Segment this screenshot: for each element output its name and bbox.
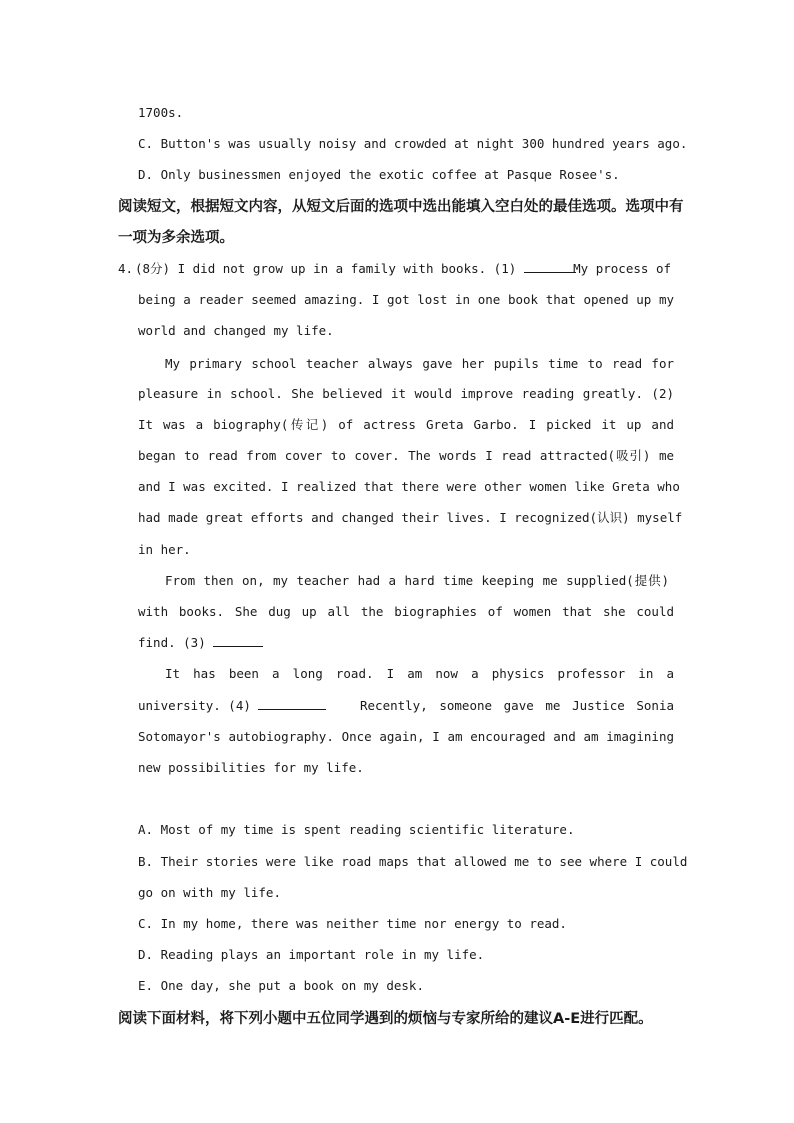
q4-para4-line-2 bbox=[138, 696, 674, 716]
q4-para3-line-2: with books. She dug up all the biographies of women that she could bbox=[138, 604, 674, 619]
q4-line-1-tail: My process of bbox=[573, 261, 671, 276]
q4-para2-line-4: began to read from cover to cover. The words I read attracted(吸引) me bbox=[138, 448, 674, 463]
q4-para2-line-7: in her. bbox=[138, 542, 191, 557]
option-b-line-2: go on with my life. bbox=[138, 885, 281, 900]
q4-para2-line-1: My primary school teacher always gave her pupils time to read for bbox=[165, 356, 674, 371]
q4-para3-line-3-text: find. (3) bbox=[138, 635, 206, 650]
q4-para3-line-1: From then on, my teacher had a hard time keeping me supplied(提供) bbox=[165, 573, 669, 588]
option-c: C. In my home, there was neither time nor energy to read. bbox=[138, 916, 567, 931]
q4-para4-line-4: new possibilities for my life. bbox=[138, 760, 364, 775]
prev-option-c: C. Button's was usually noisy and crowded at night 300 hundred years ago. bbox=[138, 136, 688, 151]
q4-para4-line-2-tail: Recently, someone gave me Justice Sonia bbox=[360, 698, 674, 713]
question-number: 4. bbox=[118, 261, 134, 276]
blank-1[interactable] bbox=[524, 260, 576, 273]
q4-para2-line-6: had made great efforts and changed their lives. I recognized(认识) myself bbox=[138, 510, 683, 525]
q4-line-1 bbox=[135, 259, 671, 279]
option-e: E. One day, she put a book on my desk. bbox=[138, 978, 424, 993]
section-instruction-2: 阅读下面材料，将下列小题中五位同学遇到的烦恼与专家所给的建议A-E进行匹配。 bbox=[118, 1011, 653, 1027]
q4-para3-line-3 bbox=[138, 633, 674, 653]
section-instruction-line-2: 一项为多余选项。 bbox=[118, 230, 234, 246]
prev-option-d: D. Only businessmen enjoyed the exotic coffee at Pasque Rosee's. bbox=[138, 167, 620, 182]
prev-continuation-text: 1700s. bbox=[138, 105, 184, 120]
blank-3[interactable] bbox=[213, 634, 263, 647]
q4-para2-line-3: It was a biography(传记) of actress Greta Garbo. I picked it up and bbox=[138, 417, 674, 432]
option-a: A. Most of my time is spent reading scientific literature. bbox=[138, 822, 575, 837]
q4-line-2: being a reader seemed amazing. I got lost in one book that opened up my bbox=[138, 292, 674, 307]
option-d: D. Reading plays an important role in my life. bbox=[138, 947, 485, 962]
q4-para2-line-2: pleasure in school. She believed it would improve reading greatly. (2) bbox=[138, 386, 674, 401]
option-b-line-1: B. Their stories were like road maps that allowed me to see where I could bbox=[138, 854, 688, 869]
section-instruction-line-1: 阅读短文，根据短文内容，从短文后面的选项中选出能填入空白处的最佳选项。选项中有 bbox=[118, 199, 684, 215]
q4-line-1-text: (8分) I did not grow up in a family with books. (1) bbox=[135, 261, 517, 276]
q4-para2-line-5: and I was excited. I realized that there were other women like Greta who bbox=[138, 479, 680, 494]
q4-para4-line-2-head: university. (4) bbox=[138, 698, 251, 713]
q4-para4-line-1: It has been a long road. I am now a physics professor in a bbox=[165, 666, 674, 681]
q4-line-3: world and changed my life. bbox=[138, 323, 334, 338]
q4-para4-line-3: Sotomayor's autobiography. Once again, I am encouraged and am imagining bbox=[138, 729, 674, 744]
blank-4[interactable] bbox=[258, 697, 326, 710]
